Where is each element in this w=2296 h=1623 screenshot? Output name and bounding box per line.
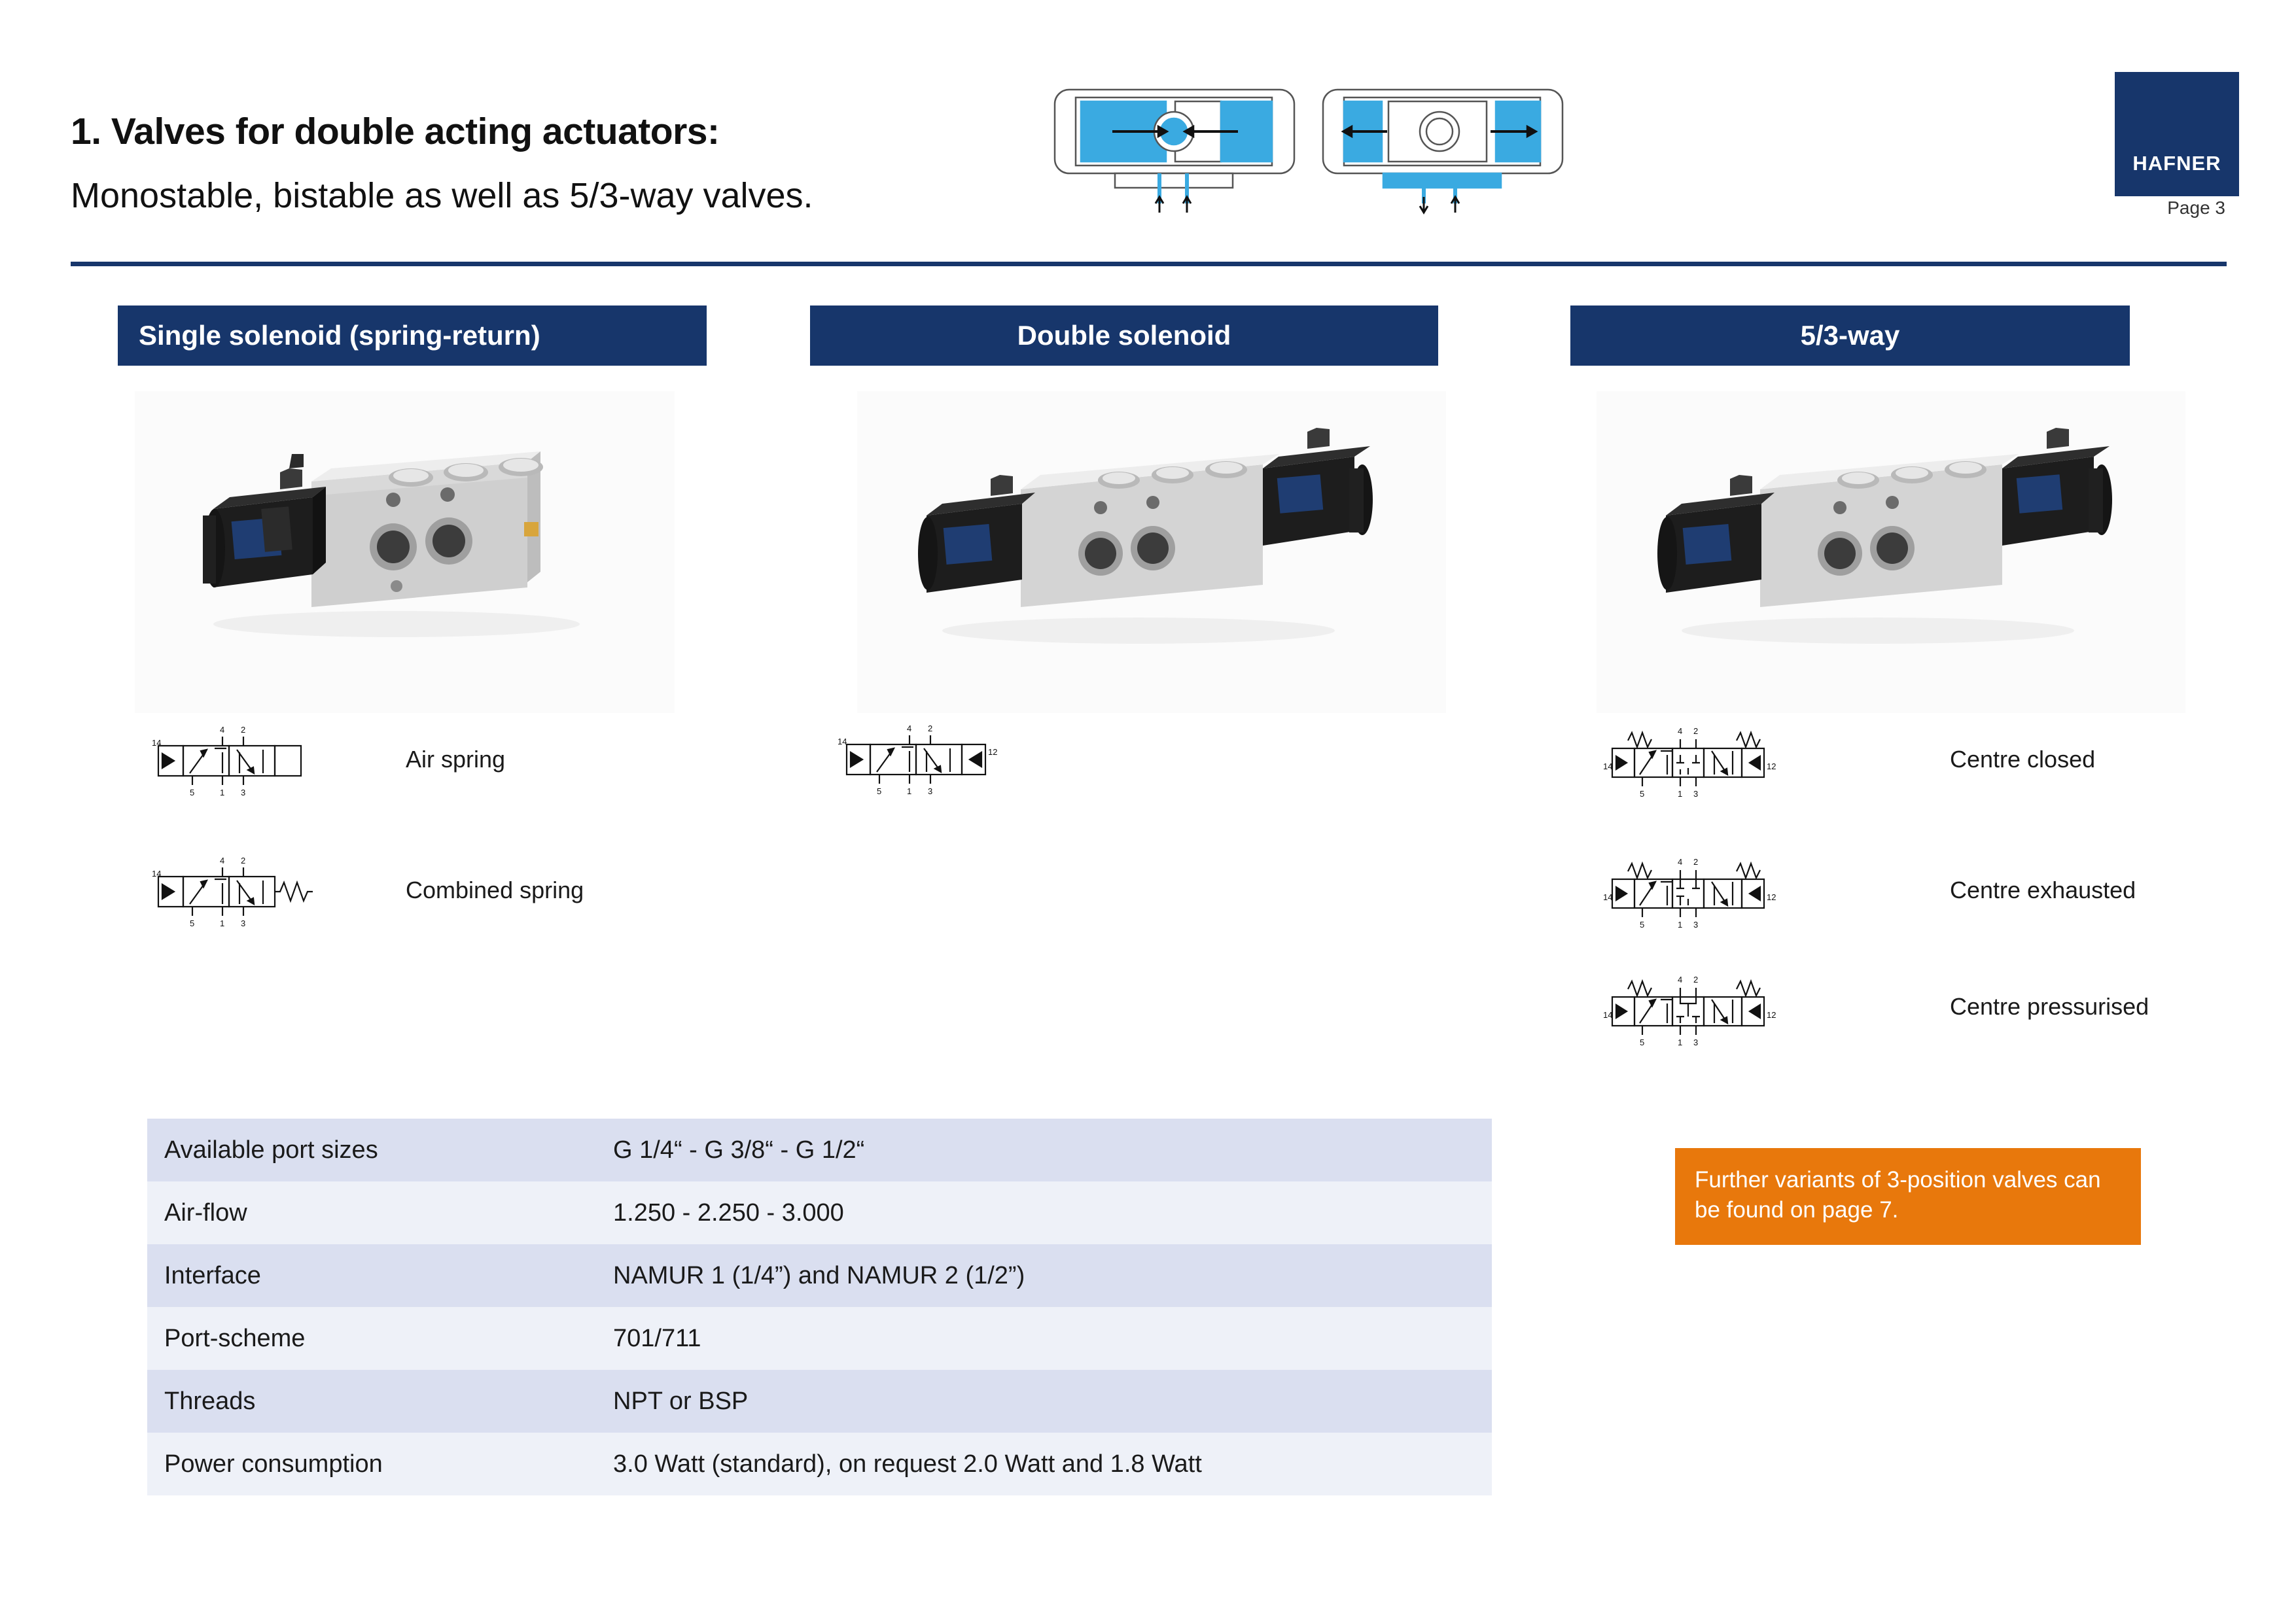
svg-text:5: 5 bbox=[1640, 1038, 1645, 1047]
page-title: 1. Valves for double acting actuators: bbox=[71, 111, 720, 152]
svg-text:5: 5 bbox=[190, 788, 195, 797]
svg-text:1: 1 bbox=[220, 918, 225, 928]
table-cell-key: Interface bbox=[147, 1244, 596, 1307]
symbol-air-spring bbox=[152, 720, 394, 808]
column-header-53way-label: 5/3-way bbox=[1800, 320, 1900, 351]
svg-text:1: 1 bbox=[1678, 1038, 1683, 1047]
table-row bbox=[147, 1370, 1492, 1433]
svg-text:3: 3 bbox=[1693, 920, 1699, 930]
header-divider bbox=[71, 262, 2227, 266]
svg-text:3: 3 bbox=[1693, 1038, 1699, 1047]
table-cell-key: Available port sizes bbox=[147, 1119, 596, 1181]
symbol-centre-pressurised bbox=[1603, 967, 1904, 1062]
svg-text:14: 14 bbox=[1603, 761, 1613, 771]
svg-text:3: 3 bbox=[1693, 789, 1699, 799]
symbol-label-air-spring: Air spring bbox=[406, 746, 506, 773]
specifications-table bbox=[147, 1119, 1492, 1495]
svg-text:14: 14 bbox=[1603, 892, 1613, 902]
svg-text:2: 2 bbox=[1693, 726, 1699, 736]
column-header-single-solenoid-label: Single solenoid (spring-return) bbox=[139, 320, 540, 351]
symbol-label-centre-closed: Centre closed bbox=[1950, 746, 2096, 773]
table-row bbox=[147, 1119, 1492, 1181]
page-header bbox=[0, 0, 2296, 275]
svg-text:1: 1 bbox=[1678, 920, 1683, 930]
table-cell-key: Power consumption bbox=[147, 1433, 596, 1495]
column-header-single-solenoid bbox=[118, 305, 707, 366]
svg-text:14: 14 bbox=[152, 869, 162, 879]
column-header-53way bbox=[1570, 305, 2130, 366]
svg-text:12: 12 bbox=[1767, 892, 1776, 902]
double-solenoid-valve-photo bbox=[857, 391, 1446, 713]
single-solenoid-valve-photo bbox=[135, 391, 675, 713]
further-variants-note-text: Further variants of 3-position valves can be found on page 7. bbox=[1695, 1167, 2101, 1223]
table-row bbox=[147, 1244, 1492, 1307]
table-cell-key: Air-flow bbox=[147, 1181, 596, 1244]
symbol-double-solenoid bbox=[838, 718, 1112, 807]
svg-text:12: 12 bbox=[988, 747, 998, 757]
svg-text:12: 12 bbox=[1767, 1010, 1776, 1020]
svg-text:1: 1 bbox=[907, 786, 912, 796]
svg-text:4: 4 bbox=[1678, 726, 1683, 736]
symbol-combined-spring bbox=[152, 850, 394, 939]
svg-text:4: 4 bbox=[220, 856, 225, 865]
double-acting-actuator-diagram bbox=[1047, 75, 1577, 226]
svg-text:5: 5 bbox=[1640, 920, 1645, 930]
svg-text:2: 2 bbox=[928, 724, 933, 733]
svg-text:4: 4 bbox=[1678, 857, 1683, 867]
hafner-logo-text: HAFNER bbox=[2132, 152, 2221, 175]
svg-text:5: 5 bbox=[1640, 789, 1645, 799]
table-cell-key: Threads bbox=[147, 1370, 596, 1433]
svg-text:2: 2 bbox=[1693, 975, 1699, 985]
table-cell-key: Port-scheme bbox=[147, 1307, 596, 1370]
svg-text:2: 2 bbox=[241, 725, 246, 735]
table-row bbox=[147, 1181, 1492, 1244]
svg-text:12: 12 bbox=[1767, 761, 1776, 771]
svg-text:14: 14 bbox=[1603, 1010, 1613, 1020]
svg-text:5: 5 bbox=[190, 918, 195, 928]
svg-text:4: 4 bbox=[907, 724, 912, 733]
hafner-logo bbox=[2115, 72, 2239, 196]
five-three-way-valve-photo bbox=[1597, 391, 2185, 713]
svg-text:2: 2 bbox=[241, 856, 246, 865]
symbol-label-combined-spring: Combined spring bbox=[406, 877, 584, 903]
svg-text:4: 4 bbox=[220, 725, 225, 735]
column-header-double-solenoid bbox=[810, 305, 1438, 366]
page-subtitle: Monostable, bistable as well as 5/3-way valves. bbox=[71, 176, 813, 215]
svg-text:5: 5 bbox=[877, 786, 882, 796]
svg-text:4: 4 bbox=[1678, 975, 1683, 985]
svg-text:3: 3 bbox=[928, 786, 933, 796]
svg-text:14: 14 bbox=[838, 737, 847, 746]
table-cell-value: NAMUR 1 (1/4”) and NAMUR 2 (1/2”) bbox=[596, 1244, 1492, 1307]
svg-text:3: 3 bbox=[241, 788, 246, 797]
table-cell-value: 3.0 Watt (standard), on request 2.0 Watt and 1.8 Watt bbox=[596, 1433, 1492, 1495]
symbol-centre-closed bbox=[1603, 718, 1904, 813]
further-variants-note bbox=[1675, 1148, 2141, 1245]
svg-text:14: 14 bbox=[152, 738, 162, 748]
symbol-label-centre-exhausted: Centre exhausted bbox=[1950, 877, 2136, 903]
svg-text:3: 3 bbox=[241, 918, 246, 928]
symbol-centre-exhausted bbox=[1603, 849, 1904, 944]
svg-text:1: 1 bbox=[1678, 789, 1683, 799]
svg-text:1: 1 bbox=[220, 788, 225, 797]
page-number: Page 3 bbox=[2167, 198, 2225, 218]
table-cell-value: NPT or BSP bbox=[596, 1370, 1492, 1433]
table-cell-value: 701/711 bbox=[596, 1307, 1492, 1370]
table-cell-value: 1.250 - 2.250 - 3.000 bbox=[596, 1181, 1492, 1244]
svg-text:2: 2 bbox=[1693, 857, 1699, 867]
table-row bbox=[147, 1307, 1492, 1370]
column-header-double-solenoid-label: Double solenoid bbox=[1017, 320, 1231, 351]
table-cell-value: G 1/4“ - G 3/8“ - G 1/2“ bbox=[596, 1119, 1492, 1181]
table-row bbox=[147, 1433, 1492, 1495]
symbol-label-centre-pressurised: Centre pressurised bbox=[1950, 993, 2149, 1020]
